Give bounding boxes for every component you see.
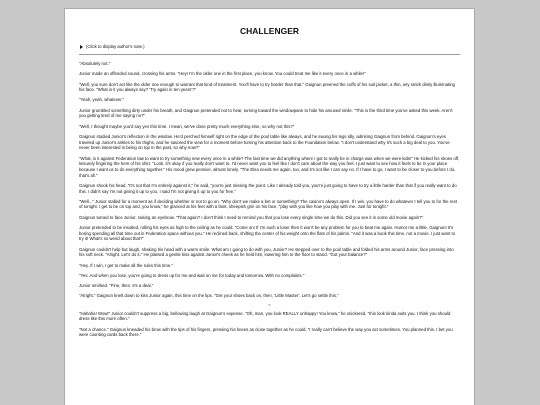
story-paragraph: Gaignun couldn't help but laugh, shaking his head with a warm smile. What am I going to do with you, Junior? He stepped over to the pool table and folded his arms around Junior, face pressing into his soft neck. "Alright. Let's do it." He planted a gentle kiss against Junior's cheek as he held him, lowering him to the floor to stand. "Got your balance?" xyxy=(79,246,454,258)
disclosure-triangle-icon[interactable] xyxy=(80,45,83,49)
story-paragraph: Gaignun shook his head. "It's not that I'm entirely against it," he said, "you're just missing the point. Like I already told you, you're just going to have to try a little harder than that if you really want to do this. I didn't say I'm not giving it up to you, I said I'm not giving it up to you for free." xyxy=(79,182,457,194)
story-paragraph: "Yeah, yeah, whatever." xyxy=(79,97,125,103)
story-body xyxy=(79,61,460,338)
story-paragraph: Junior smirked. "Fine, then. It's a deal." xyxy=(79,283,154,289)
story-paragraph: Gaignun turned to face Junior, raising an eyebrow. "That again? I don't think I need to remind you that you lose every single time we do this. Did you see it in some old movie again?" xyxy=(79,214,424,220)
story-paragraph: "What, is it against Federation law to want to try something new every once in a while? The last time we did anything where I got to really be in charge was when we were kids!" He kicked his shoes off, leisurely fingering the hem of his shirt. "Look, it's okay if you really don't want to. I'd never want you to feel like I don't care about the way you feel. I just want to see how it feels to be in your place because I want us to do everything together." His mood grew pensive, almost lonely. "The Elsa needs me again, too, and it's not like I can say no. If I have to go, I want to be closer to you before I do, that's all." xyxy=(79,155,460,178)
story-page xyxy=(64,8,475,405)
story-title: CHALLENGER xyxy=(239,26,300,36)
author-note-toggle[interactable] xyxy=(80,44,460,49)
story-paragraph: Gaignun studied Junior's reflection in the window. He'd perched himself right on the edge of the pool table like always, and he swung his legs idly, admiring Gaignun from behind. Gaignun's eyes traveled up Junior's ankles to his thighs, and he savored the view for a moment before turning his attention back to the Foundation below. "I don't understand why it's such a big deal to you. You've never been interested in being on top in the past, so why now?" xyxy=(79,133,450,151)
story-paragraph: "Well, I thought maybe you'd say yes this time. I mean, we've done pretty much everything else, so why not this?" xyxy=(79,123,295,129)
story-paragraph: "Well..." Junior stalled for a moment as if deciding whether or not to go on. "Why don't we make a bet or something? The casino's always open. If I win, you have to do whatever I tell you to for the rest of tonight. I get to be on top and, you know," he glanced at his feet with a faint, sheepish grin on his face, "play with you like how you play with me. Just for tonight." xyxy=(79,198,457,210)
story-paragraph: "Not a chance." Gaignun kneaded his brow with the tips of his fingers, pressing his knees as close together as he could. "I really can't believe the way you act sometimes. You planned this. I bet you were counting cards back there." xyxy=(79,326,453,338)
story-paragraph: "Absolutely not." xyxy=(79,61,111,66)
story-paragraph: "Yes. And when you lose, you're going to dress up for me and wait on me for today and tomorrow. With no complaints." xyxy=(79,272,305,278)
author-note-toggle-label[interactable]: (Click to display author's note.) xyxy=(86,44,145,49)
story-paragraph: Junior grumbled something dirty under his breath, and Gaignun pretended not to hear, turning toward the windowpane to hide his amused smile. "This is the third time you've asked this week. Aren't you getting tired of me saying no?" xyxy=(79,107,453,119)
story-paragraph: "Hey. If I win, I get to make all the rules this time." xyxy=(79,262,173,268)
story-paragraph: Junior made an offended sound, crossing his arms. "Hey! I'm the older one in the first place, you know. You could treat me like it every once in a while!" xyxy=(79,71,366,77)
story-paragraph: "Alright." Gaignun knelt down to kiss Junior again, this time on the lips. "Get your shoes back on, then, 'Little Master'. Let's go settle this." xyxy=(79,293,339,299)
scene-separator: ~ xyxy=(268,302,271,309)
story-paragraph: Junior pretended to be insulted, rolling his eyes as high to the ceiling as he could. "Come on! If I'm such a loser then it won't be any problem for you to beat me again. Humor me a little, Gaignun! It's boring spending all that time out in Federation space without you." He reclined back, shifting the center of his weight onto the flats of his palms. "And it was a book this time, not a movie. I just want to try it! What's so weird about that?" xyxy=(79,224,456,242)
horizontal-rule xyxy=(79,54,460,55)
story-paragraph: "Hahaha! Wow!" Junior couldn't suppress a big, bellowing laugh at Gaignun's expense. "Oh, man, you look REALLY unhappy! You know," he snickered, "this look kinda suits you. I think you should dress like this more often." xyxy=(79,310,451,322)
story-paragraph: "Well, you sure don't act like the older one enough to warrant that kind of treatment. You'll have to try harder than that." Gaignun preened the cuffs of his suit jacket, a thin, wry smirk dimly illuminating his face. "What is it you always say? 'Try again in ten years'?" xyxy=(79,81,455,93)
